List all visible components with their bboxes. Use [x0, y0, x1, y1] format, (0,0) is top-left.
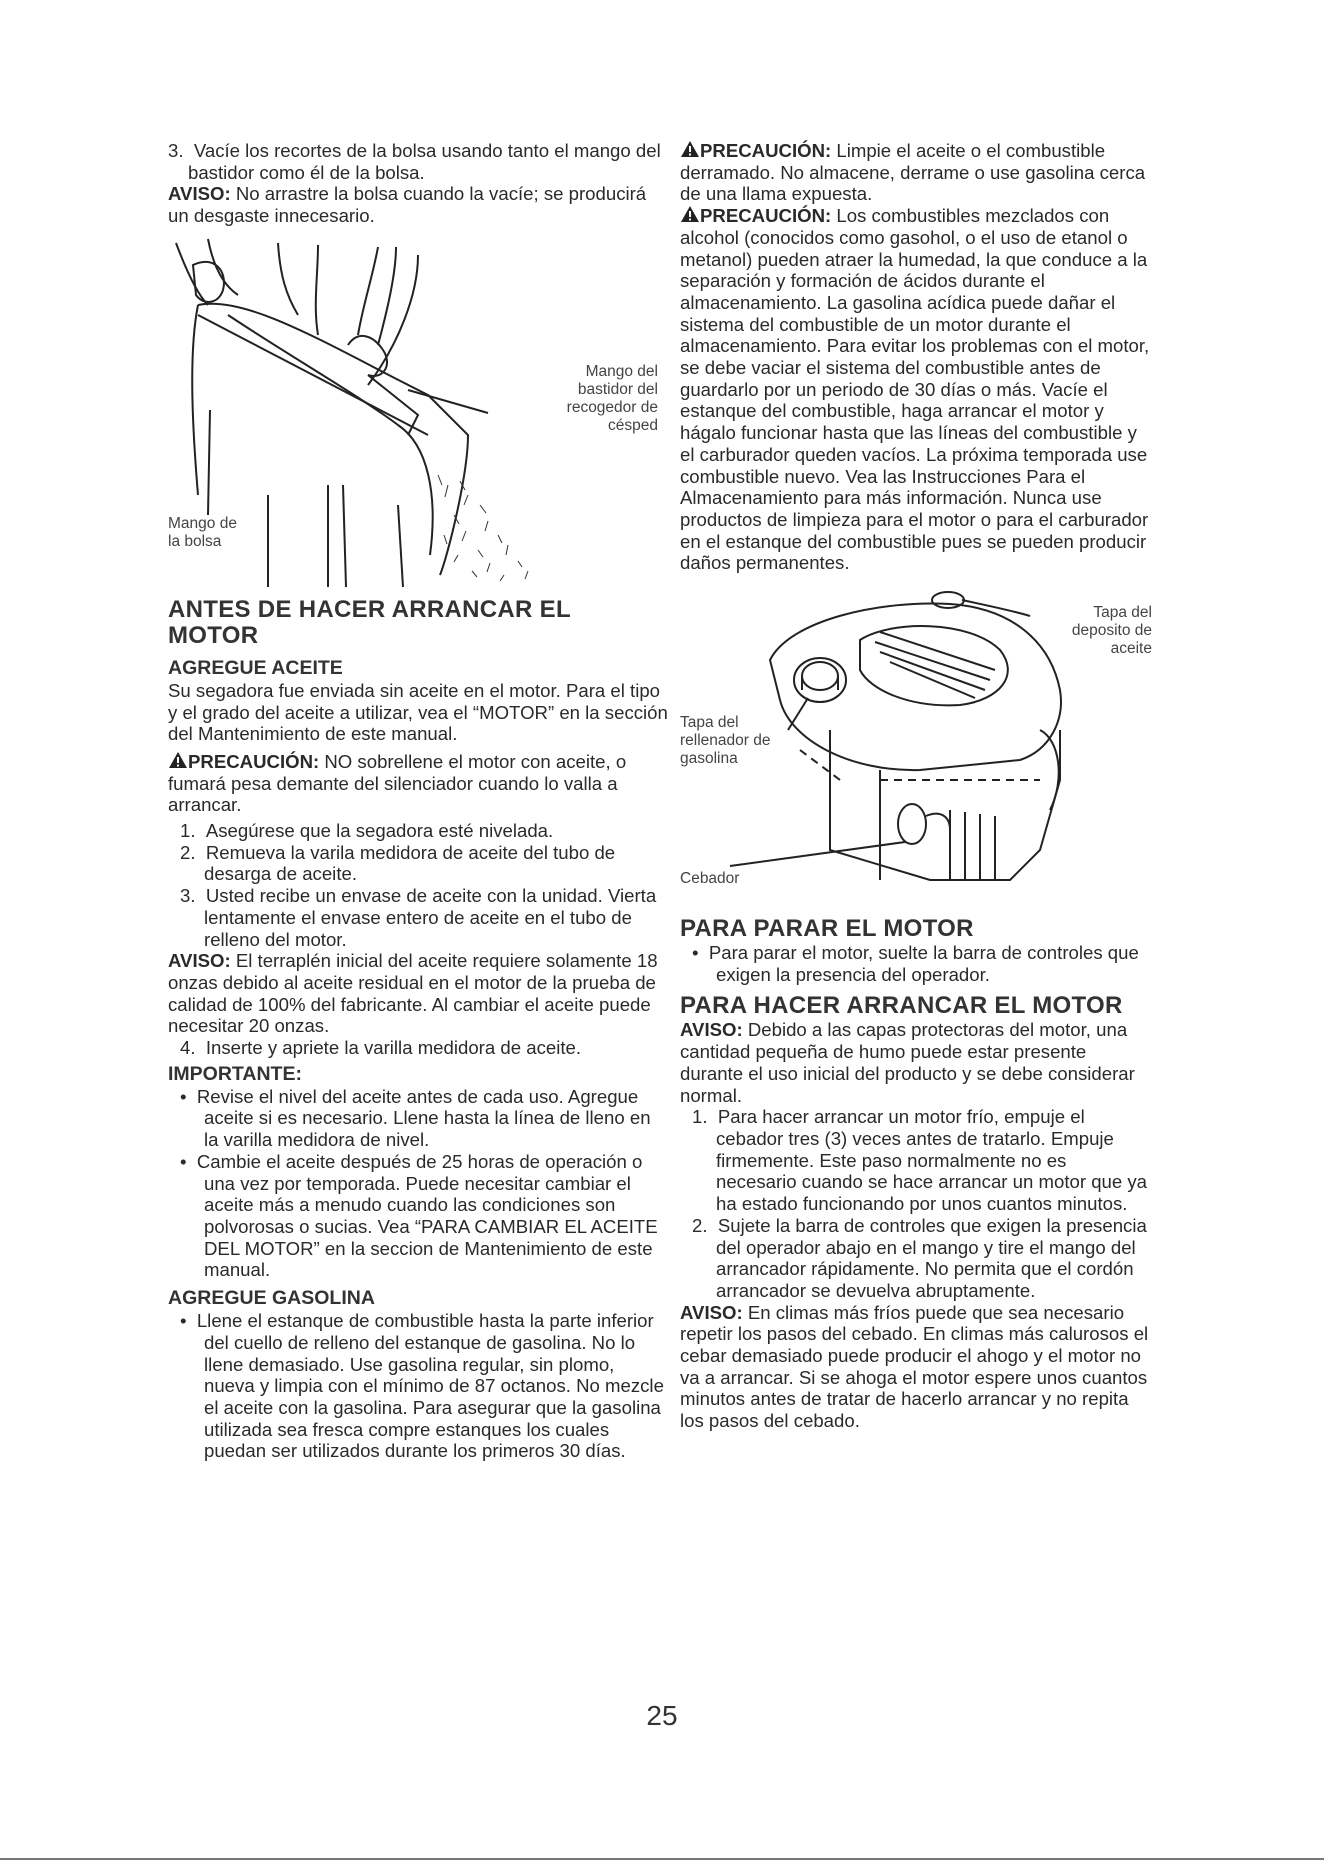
oil-cap-callout: Tapa del deposito de aceite: [1071, 604, 1152, 658]
oil-steps-list: [168, 820, 668, 950]
right-column: [680, 140, 1150, 1432]
bag-emptying-figure: [168, 235, 668, 587]
aviso-smoke: AVISO: Debido a las capas protectoras del motor, una cantidad pequeña de humo puede estar presente durante el uso inicial del producto y se debe considerar normal.: [680, 1019, 1135, 1106]
bag-handle-callout: Mango de la bolsa: [168, 514, 237, 550]
add-oil-heading: AGREGUE ACEITE: [168, 656, 343, 679]
warning-icon: [680, 205, 700, 223]
left-column: [168, 140, 668, 1462]
page-number: 25: [646, 1700, 678, 1731]
aviso-priming: AVISO: En climas más fríos puede que sea necesario repetir los pasos del cebado. En climas más calurosos el cebar demasiado puede producir el ahogo y el motor no va a arrancar. Si se ahoga el motor espere unos cuantos minutos antes de tratar de hacerlo arrancar y no repita los pasos del cebado.: [680, 1301, 1149, 1432]
add-fuel-heading: AGREGUE GASOLINA: [168, 1287, 375, 1310]
precaution-overfill: PRECAUCIÓN: NO sobrellene el motor con aceite, o fumará pesa demante del silenciador cuando lo valla a arrancar.: [168, 750, 627, 816]
list-item: 2. Remueva la varila medidora de aceite del tubo de desarga de aceite.: [180, 841, 616, 885]
frame-handle-callout: Mango del bastidor del recogedor de césped: [566, 362, 658, 434]
list-item: 1. Asegúrese que la segadora esté nivelada.: [180, 820, 554, 842]
before-starting-heading: ANTES DE HACER ARRANCAR EL MOTOR: [168, 595, 571, 649]
list-item: • Revise el nivel del aceite antes de cada uso. Agregue aceite si es necesario. Llene hasta la línea de lleno en la varilla medidora de nivel.: [180, 1085, 651, 1151]
empty-bag-step: 3. Vacíe los recortes de la bolsa usando tanto el mango del bastidor como él de la bolsa.: [168, 140, 661, 183]
primer-callout: Cebador: [680, 870, 740, 888]
list-item: • Llene el estanque de combustible hasta la parte inferior del cuello de relleno del estanque de gasolina. No lo llene demasiado. Use gasolina regular, sin plomo, nueva y limpia con el mínimo de 87 octanos. No mezcle el aceite con la gasolina. Para asegurar que la gasolina utilizada sea fresca compre estanques los cuales puedan ser utilizados durante los primeros 30 días.: [180, 1310, 664, 1462]
bottom-rule: [0, 1858, 1324, 1860]
important-heading: IMPORTANTE:: [168, 1062, 302, 1085]
aviso-drag-note: AVISO: No arrastre la bolsa cuando la vacíe; se producirá un desgaste innecesario.: [168, 183, 647, 227]
engine-figure: [680, 580, 1150, 908]
clippings-icon: [438, 475, 528, 581]
add-oil-paragraph: Su segadora fue enviada sin aceite en el motor. Para el tipo y el grado del aceite a utilizar, vea el “MOTOR” en la sección del Mantenimiento de este manual.: [168, 679, 668, 745]
list-item: 2. Sujete la barra de controles que exigen la presencia del operador abajo en el mango y tire el mango del arrancador rápidamente. No permita que el cordón arrancador se devuelva abruptamente.: [692, 1214, 1147, 1301]
start-engine-heading: PARA HACER ARRANCAR EL MOTOR: [680, 992, 1123, 1020]
precaution-alcohol-fuel: PRECAUCIÓN: Los combustibles mezclados con alcohol (conocidos como gasohol, o el uso de etanol o metanol) pueden atraer la humedad, la que conduce a la separación y formación de ácidos durante el almacenamiento. La gasolina acídica puede dañar el sistema del combustible de un motor durante el almacenamiento. Para evitar los problemas con el motor, se debe vaciar el sistema del combustible antes de guardarlo por un periodo de 30 días o más. Vacíe el estanque del combustible, haga arrancar el motor y hágalo funcionar hasta que las líneas del combustible y el carburador queden vacíos. La próxima temporada use combustible nuevo. Vea las Instrucciones Para el Almacenamiento para más información. Nunca use productos de limpieza para el motor o para el carburador en el estanque del combustible pues se pueden producir daños permanentes.: [680, 205, 1150, 574]
list-item: 3. Usted recibe un envase de aceite con la unidad. Vierta lentamente el envase entero de aceite en el tubo de relleno del motor.: [180, 885, 657, 950]
fuel-cap-callout: Tapa del rellenador de gasolina: [680, 714, 771, 768]
precaution-spill: PRECAUCIÓN: Limpie el aceite o el combustible derramado. No almacene, derrame o use gasolina cerca de una llama expuesta.: [680, 140, 1146, 205]
list-item: • Para parar el motor, suelte la barra de controles que exigen la presencia del operador.: [692, 942, 1139, 985]
warning-icon: [168, 751, 188, 769]
list-item: 1. Para hacer arrancar un motor frío, empuje el cebador tres (3) veces antes de tratarlo. Empuje firmemente. Este paso normalmente no es necesario cuando se hace arrancar un motor que ya ha estado funcionando por unos cuantos minutos.: [692, 1106, 1148, 1215]
list-item: • Cambie el aceite después de 25 horas de operación o una vez por temporada. Puede necesitar cambiar el aceite más a menudo cuando las condiciones son polvorosas o sucias. Vea “PARA CAMBIAR EL ACEITE DEL MOTOR” en la seccion de Mantenimiento de este manual.: [180, 1150, 658, 1281]
warning-icon: [680, 140, 700, 158]
stop-engine-heading: PARA PARAR EL MOTOR: [680, 915, 974, 943]
aviso-oil-amount: AVISO: El terraplén inicial del aceite requiere solamente 18 onzas debido al aceite residual en el motor de la prueba de calidad de 100% del fabricante. Al cambiar el aceite puede necesitar 20 onzas.: [168, 950, 658, 1037]
list-item: 4. Inserte y apriete la varilla medidora de aceite.: [180, 1037, 582, 1059]
